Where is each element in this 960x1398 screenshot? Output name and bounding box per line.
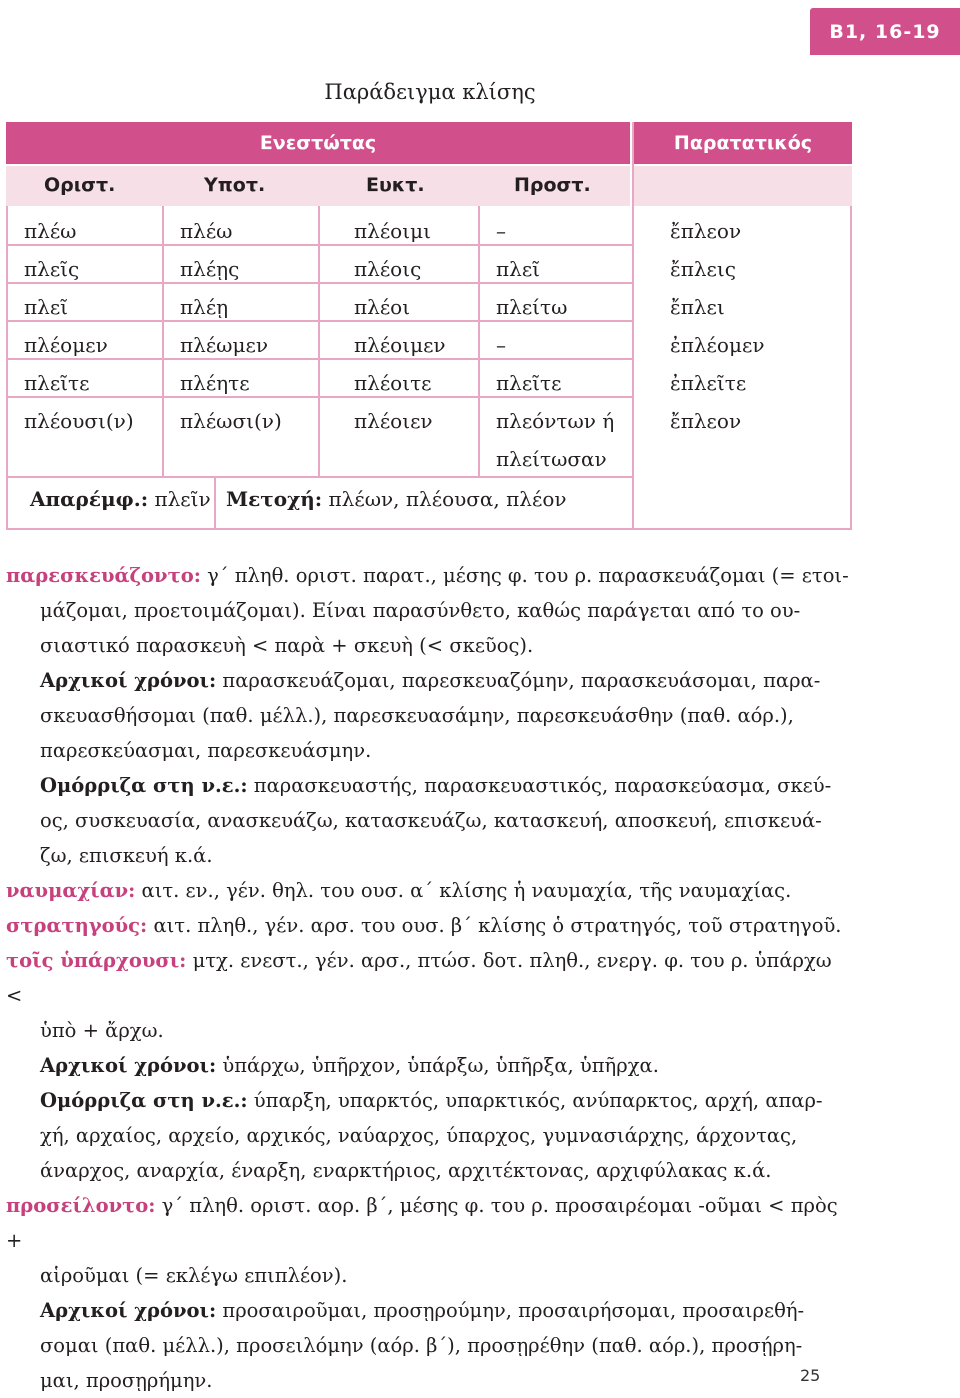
entry-text: αιτ. εν., γέν. θηλ. του ουσ. α΄ κλίσης ἡ ναυμαχία, τῆς ναυμαχίας.: [135, 879, 792, 902]
entry-line: [6, 1188, 852, 1258]
entry-line: σομαι (παθ. μέλλ.), προσειλόμην (αόρ. β΄), προσῃρέθην (παθ. αόρ.), προσῄρη-: [40, 1334, 803, 1357]
lemma-strategous: στρατηγούς:: [6, 914, 148, 937]
entry-text: μτχ. ενεστ., γέν. αρσ., πτώσ. δοτ. πληθ., ενεργ. φ. του ρ. ὑπάρχω <: [6, 949, 832, 1007]
entry-text: αιτ. πληθ., γέν. αρσ. του ουσ. β΄ κλίσης ὁ στρατηγός, τοῦ στρατηγοῦ.: [147, 914, 842, 937]
cognates-label: Ομόρριζα στη ν.ε.:: [40, 774, 248, 797]
table-border: [6, 528, 852, 530]
col-divider: [318, 206, 320, 478]
entry-line: χή, αρχαίος, αρχείο, αρχικός, ναύαρχος, ύπαρχος, γυμνασιάρχης, άρχοντας,: [40, 1124, 798, 1147]
table-cell: πλέοιεν: [354, 409, 433, 433]
row-divider: [6, 282, 632, 284]
table-cell: πλέω: [180, 219, 233, 243]
entry-line: σκευασθήσομαι (παθ. μέλλ.), παρεσκευασάμην, παρεσκευάσθην (παθ. αόρ.),: [40, 704, 794, 727]
table-cell: ἔπλει: [670, 295, 725, 319]
entry-line: αἱροῦμαι (= εκλέγω επιπλέον).: [40, 1264, 348, 1287]
lemma-tois-yparchousi: τοῖς ὑπάρχουσι:: [6, 949, 187, 972]
table-cell: πλεόντων ή: [496, 409, 615, 433]
header-imperfect: [634, 122, 852, 164]
col-divider: [162, 206, 164, 478]
table-cell: πλεῖ: [496, 257, 541, 281]
table-cell: πλέῃς: [180, 257, 240, 281]
col-divider: [632, 122, 634, 530]
row-divider: [6, 396, 632, 398]
table-cell: ἐπλέομεν: [670, 333, 765, 357]
entry-line: άναρχος, αναρχία, έναρξη, εναρκτήριος, αρχιτέκτονας, αρχιφύλακας κ.ά.: [40, 1159, 772, 1182]
entry-line: [6, 1293, 852, 1328]
glossary-text: [6, 558, 852, 1398]
col-header-subjunctive: Υποτ.: [204, 174, 266, 196]
col-header-indicative: Οριστ.: [44, 174, 116, 196]
table-cell: πλείτω: [496, 295, 568, 319]
entry-text: προσαιροῦμαι, προσῃρούμην, προσαιρήσομαι, προσαιρεθή-: [216, 1299, 805, 1322]
entry-line: [6, 663, 852, 698]
entry-line: ὑπὸ + ἄρχω.: [40, 1019, 164, 1042]
entry-line: ος, συσκευασία, ανασκευάζω, κατασκευάζω, κατασκευή, αποσκευή, επισκευά-: [40, 809, 822, 832]
table-cell: πλεῖτε: [24, 371, 90, 395]
table-cell: πλέουσι(ν): [24, 409, 134, 433]
table-cell: ἔπλεον: [670, 409, 742, 433]
table-cell: πλέοιμι: [354, 219, 431, 243]
row-divider: [6, 358, 632, 360]
table-cell: πλέοιμεν: [354, 333, 446, 357]
tenses-label: Αρχικοί χρόνοι:: [40, 669, 217, 692]
participle-label: Μετοχή:: [226, 487, 323, 511]
entry-line: σιαστικό παρασκευὴ < παρὰ + σκευὴ (< σκεῦος).: [40, 634, 534, 657]
entry-line: [6, 1048, 852, 1083]
table-cell: πλέοις: [354, 257, 422, 281]
entry-line: [6, 873, 852, 908]
cognates-label: Ομόρριζα στη ν.ε.:: [40, 1089, 248, 1112]
entry-line: [6, 1083, 852, 1118]
table-cell: πλεῖτε: [496, 371, 562, 395]
lemma-naumachian: ναυμαχίαν:: [6, 879, 136, 902]
entry-text: ὑπάρχω, ὑπῆρχον, ὑπάρξω, ὑπῆρξα, ὑπῆρχα.: [216, 1054, 659, 1077]
entry-line: μάζομαι, προετοιμάζομαι). Είναι παρασύνθετο, καθώς παράγεται από το ου-: [40, 599, 801, 622]
subheader-imperfect: [634, 166, 852, 206]
entry-text: παρασκευαστής, παρασκευαστικός, παρασκεύασμα, σκεύ-: [247, 774, 832, 797]
infinitive-label: Απαρέμφ.:: [30, 487, 149, 511]
header-present: [6, 122, 630, 164]
table-cell: πλέω: [24, 219, 77, 243]
entry-line: [6, 908, 852, 943]
table-cell: πλεῖ: [24, 295, 69, 319]
table-cell: –: [496, 333, 506, 357]
col-divider: [478, 206, 480, 478]
table-cell: πλέομεν: [24, 333, 108, 357]
table-cell: ἐπλεῖτε: [670, 371, 747, 395]
entry-line: μαι, προσῃρήμην.: [40, 1369, 213, 1392]
entry-text: γ΄ πληθ. οριστ. παρατ., μέσης φ. του ρ. παρασκευάζομαι (= ετοι-: [200, 564, 849, 587]
subheader-row: [6, 166, 630, 206]
entry-text: ύπαρξη, υπαρκτός, υπαρκτικός, ανύπαρκτος, αρχή, απαρ-: [247, 1089, 823, 1112]
table-cell: πλείτωσαν: [496, 447, 607, 471]
header-imperfect-label: Παρατατικός: [673, 132, 813, 154]
section-badge: B1, 16-19: [810, 8, 960, 55]
entry-line: [6, 768, 852, 803]
entry-line: παρεσκεύασμαι, παρεσκευάσμην.: [40, 739, 372, 762]
table-cell: πλέητε: [180, 371, 250, 395]
col-header-imperative: Προστ.: [514, 174, 591, 196]
row-divider: [6, 244, 632, 246]
table-cell: –: [496, 219, 506, 243]
lemma-paraskeuazonto: παρεσκευάζοντο:: [6, 564, 201, 587]
row-divider: [6, 320, 632, 322]
table-border: [6, 206, 8, 530]
entry-line: ζω, επισκευή κ.ά.: [40, 844, 213, 867]
entry-line: [6, 943, 852, 1013]
table-cell: πλέωμεν: [180, 333, 269, 357]
conjugation-table: [6, 122, 852, 530]
page-number: 25: [800, 1366, 821, 1385]
page-title: Παράδειγμα κλίσης: [324, 80, 536, 104]
table-cell: πλέωσι(ν): [180, 409, 282, 433]
infinitive-cell: [30, 487, 211, 511]
table-cell: ἔπλεις: [670, 257, 736, 281]
header-present-label: Ενεστώτας: [259, 132, 377, 154]
infinitive-value: πλεῖν: [148, 487, 211, 511]
row-divider: [6, 476, 632, 478]
entry-text: γ΄ πληθ. οριστ. αορ. β΄, μέσης φ. του ρ. προσαιρέομαι -οῦμαι < πρὸς +: [6, 1194, 838, 1252]
table-border: [850, 206, 852, 530]
tenses-label: Αρχικοί χρόνοι:: [40, 1054, 217, 1077]
lemma-proseilonto: προσείλοντο:: [6, 1194, 156, 1217]
entry-line: [6, 558, 852, 593]
participle-cell: [226, 487, 567, 511]
entry-text: παρασκευάζομαι, παρεσκευαζόμην, παρασκευάσομαι, παρα-: [216, 669, 821, 692]
table-cell: πλέοιτε: [354, 371, 432, 395]
col-header-optative: Ευκτ.: [366, 174, 425, 196]
tenses-label: Αρχικοί χρόνοι:: [40, 1299, 217, 1322]
col-divider: [214, 478, 216, 530]
table-cell: ἔπλεον: [670, 219, 742, 243]
table-cell: πλέοι: [354, 295, 411, 319]
table-cell: πλέῃ: [180, 295, 229, 319]
participle-value: πλέων, πλέουσα, πλέον: [322, 487, 567, 511]
table-cell: πλεῖς: [24, 257, 80, 281]
